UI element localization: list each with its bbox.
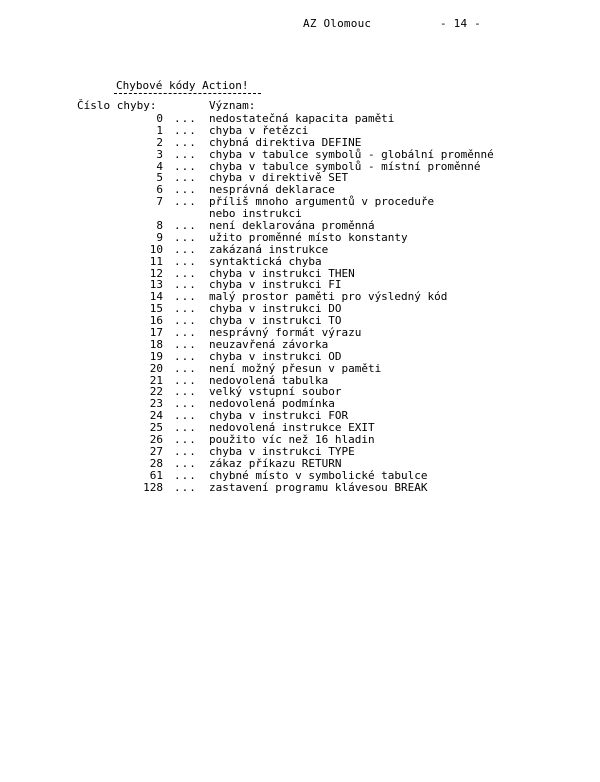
error-code: 13 bbox=[149, 278, 163, 292]
error-meaning: příliš mnoho argumentů v proceduře bbox=[209, 195, 435, 209]
leader-dots: ... bbox=[174, 409, 197, 423]
leader-dots: ... bbox=[174, 433, 197, 447]
leader-dots: ... bbox=[174, 290, 197, 304]
error-code: 4 bbox=[156, 159, 163, 173]
leader-dots: ... bbox=[174, 302, 197, 316]
error-code: 8 bbox=[156, 219, 163, 233]
error-code: 3 bbox=[156, 147, 163, 161]
leader-dots: ... bbox=[174, 337, 197, 351]
error-code: 26 bbox=[149, 433, 163, 447]
leader-dots: ... bbox=[174, 219, 197, 233]
error-code: 23 bbox=[149, 397, 163, 411]
leader-dots: ... bbox=[174, 195, 197, 209]
error-code: 27 bbox=[149, 444, 163, 458]
error-code: 20 bbox=[149, 361, 163, 375]
leader-dots: ... bbox=[174, 242, 197, 256]
error-meaning: chyba v tabulce symbolů - globální proměnné bbox=[209, 147, 494, 161]
error-code: 22 bbox=[149, 385, 163, 399]
error-meaning: použito víc než 16 hladin bbox=[209, 433, 375, 447]
leader-dots: ... bbox=[174, 349, 197, 363]
error-meaning: velký vstupní soubor bbox=[209, 385, 342, 399]
error-code: 7 bbox=[156, 195, 163, 209]
error-code: 16 bbox=[149, 314, 163, 328]
error-code: 28 bbox=[149, 456, 163, 470]
column-header-meaning: Význam: bbox=[209, 99, 256, 112]
leader-dots: ... bbox=[174, 480, 197, 494]
error-code: 15 bbox=[149, 302, 163, 316]
error-code: 5 bbox=[156, 171, 163, 185]
error-meaning: nedovolená instrukce EXIT bbox=[209, 421, 375, 435]
error-code-row bbox=[0, 232, 600, 244]
error-meaning: zastavení programu klávesou BREAK bbox=[209, 480, 428, 494]
leader-dots: ... bbox=[174, 183, 197, 197]
error-code-row bbox=[0, 351, 600, 363]
error-meaning: chyba v instrukci FI bbox=[209, 278, 342, 292]
column-header-number: Číslo chyby: bbox=[77, 99, 157, 112]
error-code: 21 bbox=[149, 373, 163, 387]
error-code-row bbox=[0, 482, 600, 494]
error-meaning: chyba v direktivě SET bbox=[209, 171, 349, 185]
error-meaning: zákaz příkazu RETURN bbox=[209, 456, 342, 470]
error-code: 2 bbox=[156, 135, 163, 149]
error-meaning: nedovolená tabulka bbox=[209, 373, 329, 387]
error-meaning: nesprávný formát výrazu bbox=[209, 326, 362, 340]
error-code: 0 bbox=[156, 112, 163, 125]
error-meaning: chybná direktiva DEFINE bbox=[209, 135, 362, 149]
error-meaning: chyba v instrukci OD bbox=[209, 349, 342, 363]
error-meaning: chyba v instrukci TO bbox=[209, 314, 342, 328]
error-code: 12 bbox=[149, 266, 163, 280]
error-code-row bbox=[0, 125, 600, 137]
leader-dots: ... bbox=[174, 444, 197, 458]
leader-dots: ... bbox=[174, 361, 197, 375]
error-meaning: zakázaná instrukce bbox=[209, 242, 329, 256]
error-meaning: syntaktická chyba bbox=[209, 254, 322, 268]
document-title: Chybové kódy Action! bbox=[116, 79, 249, 92]
error-code-list bbox=[0, 113, 600, 494]
error-code: 24 bbox=[149, 409, 163, 423]
error-meaning: chyba v instrukci FOR bbox=[209, 409, 349, 423]
leader-dots: ... bbox=[174, 112, 197, 125]
leader-dots: ... bbox=[174, 254, 197, 268]
error-code: 25 bbox=[149, 421, 163, 435]
error-code-row bbox=[0, 458, 600, 470]
error-meaning: nesprávná deklarace bbox=[209, 183, 335, 197]
leader-dots: ... bbox=[174, 123, 197, 137]
leader-dots: ... bbox=[174, 468, 197, 482]
error-meaning: chyba v instrukci DO bbox=[209, 302, 342, 316]
leader-dots: ... bbox=[174, 230, 197, 244]
title-underline bbox=[114, 93, 261, 94]
error-meaning: užito proměnné místo konstanty bbox=[209, 230, 408, 244]
error-code-row bbox=[0, 244, 600, 256]
page-number: - 14 - bbox=[440, 17, 481, 30]
error-meaning: chyba v instrukci THEN bbox=[209, 266, 355, 280]
leader-dots: ... bbox=[174, 278, 197, 292]
leader-dots: ... bbox=[174, 147, 197, 161]
leader-dots: ... bbox=[174, 421, 197, 435]
header-title: AZ Olomouc bbox=[303, 17, 372, 30]
leader-dots: ... bbox=[174, 326, 197, 340]
error-code-row bbox=[0, 149, 600, 161]
leader-dots: ... bbox=[174, 171, 197, 185]
error-code: 11 bbox=[149, 254, 163, 268]
error-code: 19 bbox=[149, 349, 163, 363]
error-code: 128 bbox=[143, 480, 163, 494]
error-meaning: nedovolená podmínka bbox=[209, 397, 335, 411]
error-code-row bbox=[0, 137, 600, 149]
error-meaning: neuzavřená závorka bbox=[209, 337, 329, 351]
error-code: 10 bbox=[149, 242, 163, 256]
error-code: 9 bbox=[156, 230, 163, 244]
leader-dots: ... bbox=[174, 135, 197, 149]
error-code: 61 bbox=[149, 468, 163, 482]
leader-dots: ... bbox=[174, 159, 197, 173]
error-meaning: chyba v tabulce symbolů - místní proměnné bbox=[209, 159, 481, 173]
leader-dots: ... bbox=[174, 266, 197, 280]
error-code: 18 bbox=[149, 337, 163, 351]
error-code: 6 bbox=[156, 183, 163, 197]
leader-dots: ... bbox=[174, 456, 197, 470]
leader-dots: ... bbox=[174, 385, 197, 399]
error-meaning: nebo instrukci bbox=[209, 207, 302, 221]
error-code: 1 bbox=[156, 123, 163, 137]
error-code-row bbox=[0, 363, 600, 375]
error-code: 14 bbox=[149, 290, 163, 304]
error-code-row bbox=[0, 256, 600, 268]
error-meaning: chyba v řetězci bbox=[209, 123, 309, 137]
leader-dots: ... bbox=[174, 314, 197, 328]
leader-dots: ... bbox=[174, 373, 197, 387]
error-meaning: není deklarována proměnná bbox=[209, 219, 375, 233]
error-code: 17 bbox=[149, 326, 163, 340]
error-meaning: není možný přesun v paměti bbox=[209, 361, 382, 375]
error-meaning: malý prostor paměti pro výsledný kód bbox=[209, 290, 448, 304]
error-meaning: chyba v instrukci TYPE bbox=[209, 444, 355, 458]
error-meaning: chybné místo v symbolické tabulce bbox=[209, 468, 428, 482]
error-meaning: nedostatečná kapacita paměti bbox=[209, 112, 395, 125]
error-code-row bbox=[0, 470, 600, 482]
leader-dots: ... bbox=[174, 397, 197, 411]
